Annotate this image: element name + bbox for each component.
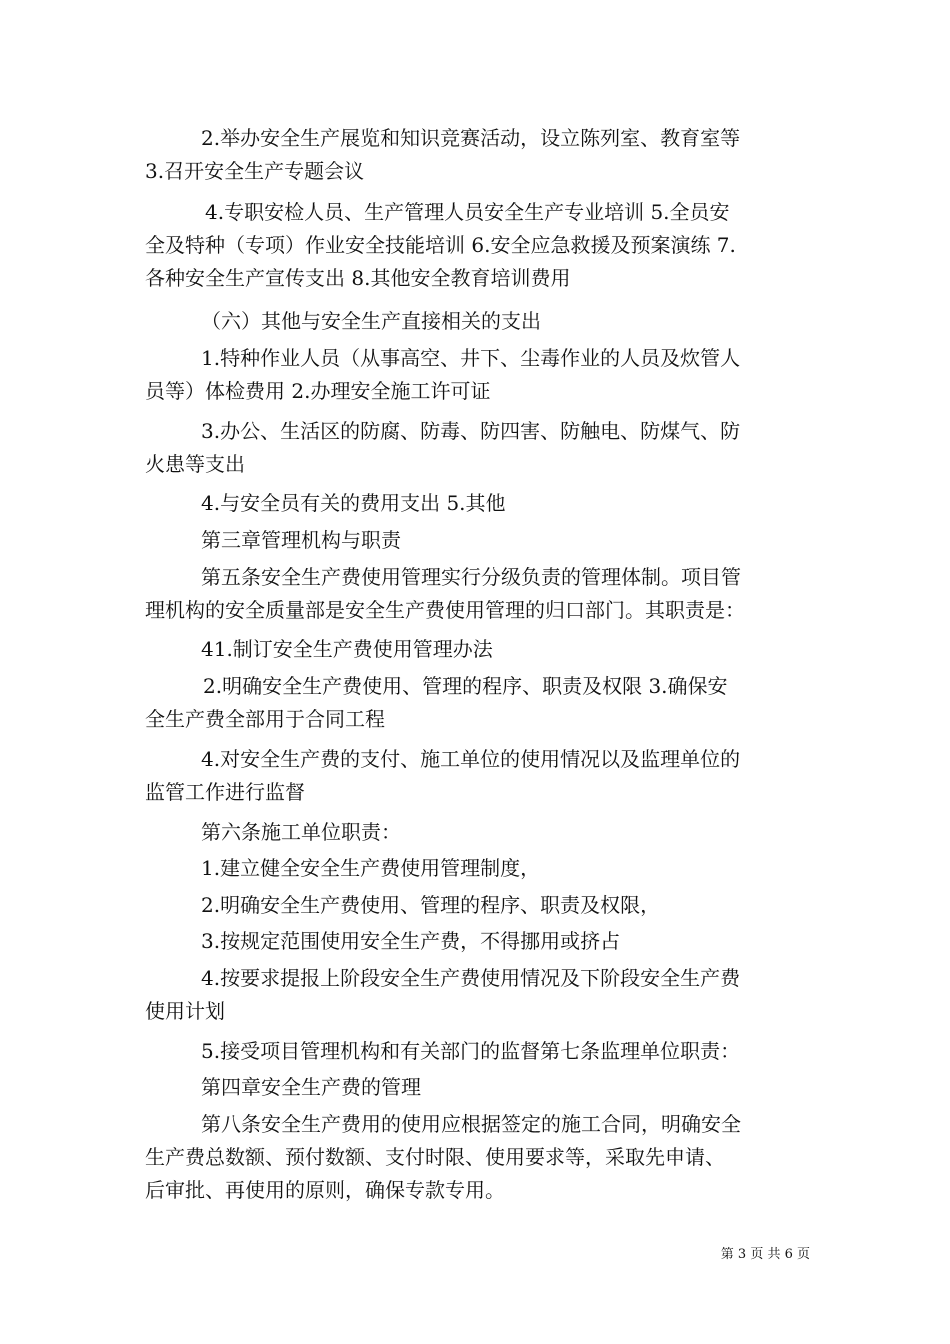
section-heading: （六）其他与安全生产直接相关的支出 xyxy=(201,309,541,333)
paragraph xyxy=(145,816,810,849)
text-line: 2.明确安全生产费使用、管理的程序、职责及权限 3.确保安 xyxy=(203,674,728,698)
paragraph xyxy=(145,342,810,408)
paragraph xyxy=(145,633,810,666)
text-line: 1.建立健全安全生产费使用管理制度， xyxy=(201,856,541,880)
text-line: 各种安全生产宣传支出 8.其他安全教育培训费用 xyxy=(145,266,571,290)
chapter-heading: 第三章管理机构与职责 xyxy=(201,528,401,552)
paragraph xyxy=(145,1108,810,1207)
paragraph xyxy=(145,122,810,188)
text-line: 第五条安全生产费使用管理实行分级负责的管理体制。项目管 xyxy=(201,565,741,589)
text-line: 5.接受项目管理机构和有关部门的监督第七条监理单位职责： xyxy=(201,1039,741,1063)
text-line: 火患等支出 xyxy=(145,452,245,476)
text-line: 生产费总数额、预付数额、支付时限、使用要求等，采取先申请、 xyxy=(145,1145,725,1169)
text-line: 理机构的安全质量部是安全生产费使用管理的归口部门。其职责是： xyxy=(145,598,745,622)
paragraph xyxy=(145,962,810,1028)
text-line: 2.举办安全生产展览和知识竞赛活动，设立陈列室、教育室等 xyxy=(201,126,741,150)
paragraph xyxy=(145,852,810,885)
paragraph xyxy=(145,561,810,627)
paragraph xyxy=(145,1071,810,1104)
text-line: 4.与安全员有关的费用支出 5.其他 xyxy=(201,491,506,515)
paragraph xyxy=(145,925,810,958)
text-line: 2.明确安全生产费使用、管理的程序、职责及权限， xyxy=(201,893,661,917)
text-line: 4.专职安检人员、生产管理人员安全生产专业培训 5.全员安 xyxy=(205,200,730,224)
page-number: 第 3 页 共 6 页 xyxy=(720,1247,810,1262)
paragraph xyxy=(145,487,810,520)
text-line: 3.召开安全生产专题会议 xyxy=(145,159,365,183)
paragraph xyxy=(145,524,810,557)
text-line: 员等）体检费用 2.办理安全施工许可证 xyxy=(145,379,491,403)
text-line: 3.按规定范围使用安全生产费，不得挪用或挤占 xyxy=(201,929,621,953)
text-line: 41.制订安全生产费使用管理办法 xyxy=(201,637,493,661)
text-line: 第六条施工单位职责： xyxy=(201,820,401,844)
text-line: 1.特种作业人员（从事高空、井下、尘毒作业的人员及炊管人 xyxy=(201,346,741,370)
text-line: 4.按要求提报上阶段安全生产费使用情况及下阶段安全生产费 xyxy=(201,966,741,990)
paragraph xyxy=(145,743,810,809)
text-line: 全生产费全部用于合同工程 xyxy=(145,707,385,731)
chapter-heading: 第四章安全生产费的管理 xyxy=(201,1075,421,1099)
text-line: 3.办公、生活区的防腐、防毒、防四害、防触电、防煤气、防 xyxy=(201,419,741,443)
text-line: 全及特种（专项）作业安全技能培训 6.安全应急救援及预案演练 7. xyxy=(145,233,736,257)
paragraph xyxy=(145,1035,810,1068)
paragraph xyxy=(145,670,810,736)
text-line: 监管工作进行监督 xyxy=(145,780,305,804)
paragraph xyxy=(145,305,810,338)
paragraph xyxy=(145,889,810,922)
paragraph xyxy=(145,196,810,295)
text-line: 4.对安全生产费的支付、施工单位的使用情况以及监理单位的 xyxy=(201,747,741,771)
text-line: 第八条安全生产费用的使用应根据签定的施工合同，明确安全 xyxy=(201,1112,741,1136)
text-line: 后审批、再使用的原则，确保专款专用。 xyxy=(145,1178,505,1202)
paragraph xyxy=(145,415,810,481)
text-line: 使用计划 xyxy=(145,999,225,1023)
